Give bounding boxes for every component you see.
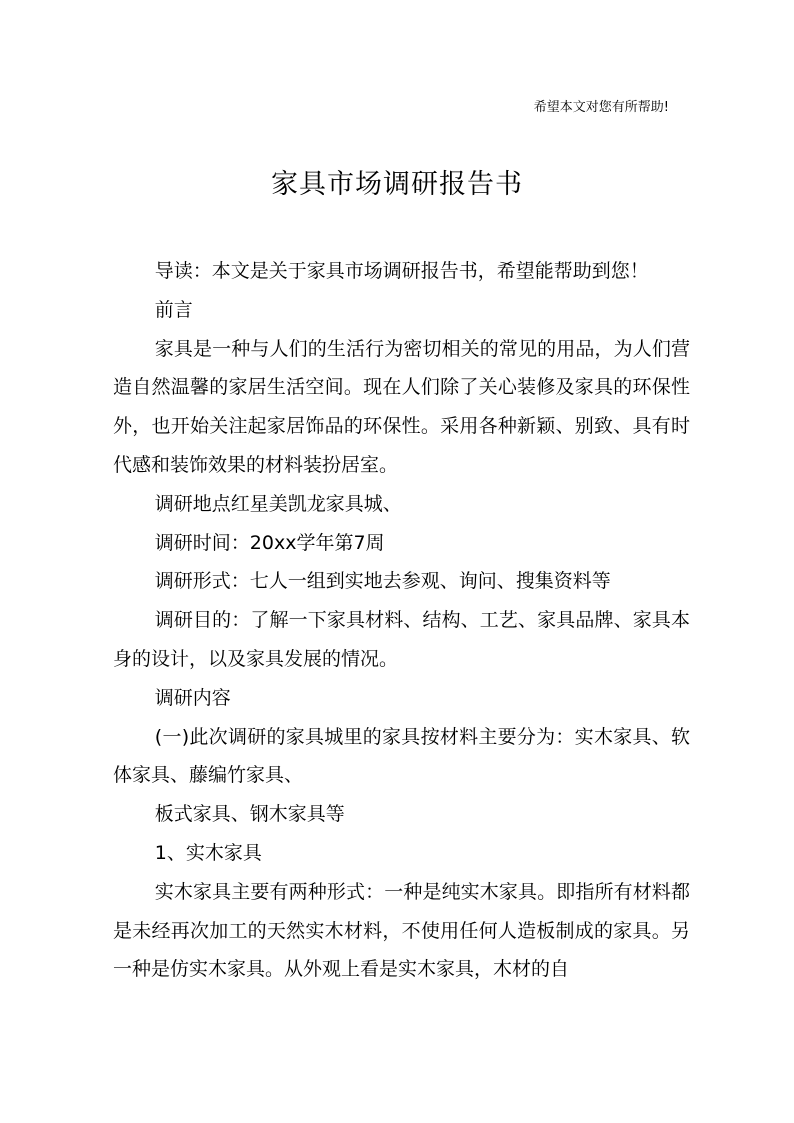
furniture-categories-continued: 板式家具、钢木家具等 [154,803,345,826]
document-body [113,252,690,989]
survey-purpose: 调研目的：了解一下家具材料、结构、工艺、家具品牌、家具本身的设计，以及家具发展的情况。 [113,609,690,670]
document-title: 家具市场调研报告书 [271,169,523,200]
survey-time: 调研时间：20xx学年第7周 [154,531,385,554]
survey-content-heading: 调研内容 [154,686,231,709]
intro-paragraph: 导读：本文是关于家具市场调研报告书，希望能帮助到您！ [154,260,649,282]
solid-wood-paragraph: 实木家具主要有两种形式：一种是纯实木家具。即指所有材料都是未经再次加工的天然实木材料，不使用任何人造板制成的家具。另一种是仿实木家具。从外观上看是实木家具，木材的自 [113,880,690,981]
preface-paragraph: 家具是一种与人们的生活行为密切相关的常见的用品，为人们营造自然温馨的家居生活空间。现在人们除了关心装修及家具的环保性外，也开始关注起家居饰品的环保性。采用各种新颖、别致、具有时代感和装饰效果的材料装扮居室。 [113,337,690,476]
solid-wood-heading: 1、实木家具 [154,841,262,864]
survey-format: 调研形式：七人一组到实地去参观、询问、搜集资料等 [154,570,611,593]
furniture-categories-paragraph: (一)此次调研的家具城里的家具按材料主要分为：实木家具、软体家具、藤编竹家具、 [113,725,690,787]
survey-location: 调研地点红星美凯龙家具城、 [154,492,402,515]
preface-heading: 前言 [154,298,193,321]
header-note: 希望本文对您有所帮助! [533,100,669,115]
